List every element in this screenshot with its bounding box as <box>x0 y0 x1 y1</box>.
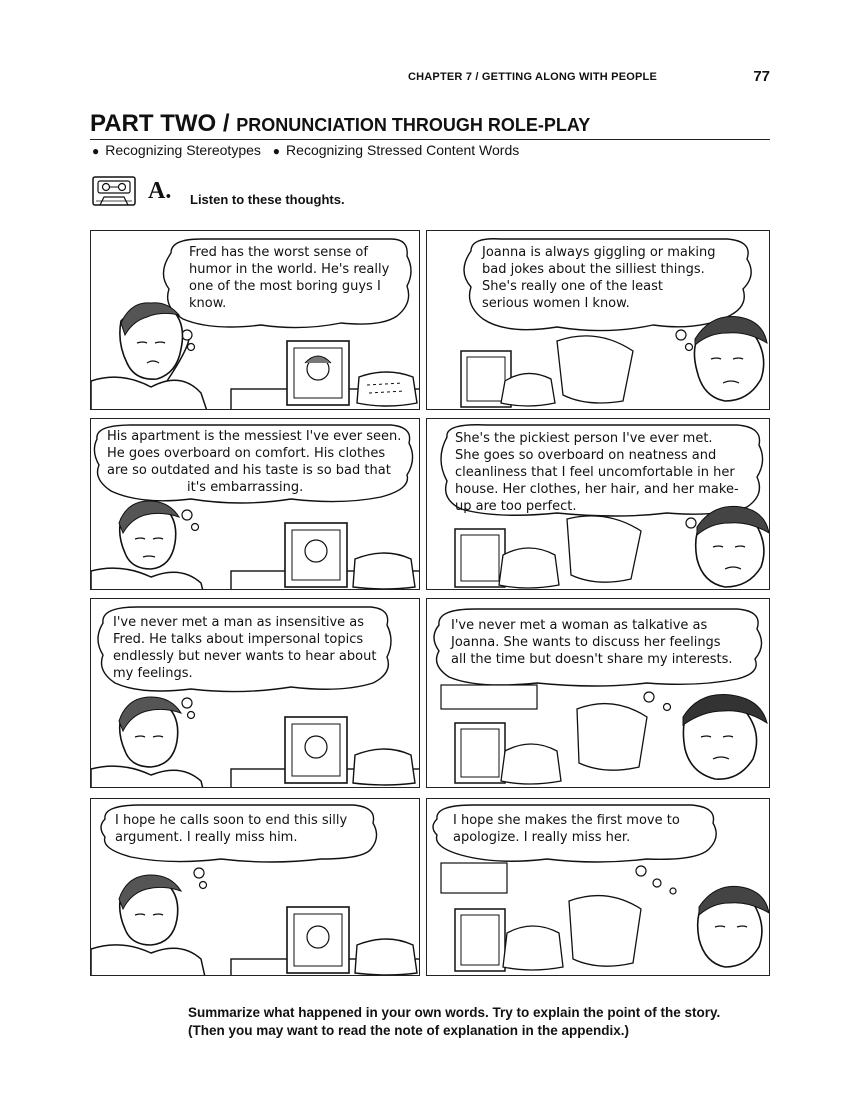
comic-panel <box>426 418 770 590</box>
comic-panel <box>426 798 770 976</box>
part-heading <box>90 110 590 138</box>
cassette-tape-icon <box>92 176 136 206</box>
skill-bullets <box>92 142 527 158</box>
thought-text: I hope he calls soon to end this silly argument. I really miss him. <box>115 813 348 845</box>
bullet-item: Recognizing Stressed Content Words <box>286 142 520 158</box>
comic-panel <box>90 598 420 788</box>
summary-instruction: Summarize what happened in your own words. Try to explain the point of the story. (Then you may want to read the note of explanation in the appendix.) <box>188 1005 721 1038</box>
running-head <box>400 68 770 88</box>
bullet-item: Recognizing Stereotypes <box>105 142 261 158</box>
bullet-dot-icon: ● <box>272 144 281 158</box>
exercise-letter: A. <box>148 178 172 204</box>
comic-panel <box>90 230 420 410</box>
comic-panel <box>90 418 420 590</box>
chapter-title: CHAPTER 7 / GETTING ALONG WITH PEOPLE <box>408 71 658 83</box>
thought-text: I've never met a man as insensitive as Fred. He talks about impersonal topics endlessly but never wants to hear about my feelings. <box>113 615 377 681</box>
thought-text: I've never met a woman as talkative as Joanna. She wants to discuss her feelings all the time but doesn't share my interests. <box>451 618 733 667</box>
page-number: 77 <box>753 68 770 85</box>
comic-panel <box>90 798 420 976</box>
bullet-dot-icon: ● <box>92 144 100 158</box>
title-rule <box>90 139 770 140</box>
comic-panel <box>426 598 770 788</box>
part-title: PART TWO / <box>90 110 237 137</box>
comic-panel <box>426 230 770 410</box>
thought-text: Fred has the worst sense of humor in the world. He's really one of the most boring guys I know. <box>189 245 390 311</box>
thought-text: His apartment is the messiest I've ever seen. He goes overboard on comfort. His clothes are so outdated and his taste is so bad that it's embarrassing. <box>107 429 402 495</box>
exercise-instruction: Listen to these thoughts. <box>190 192 345 207</box>
thought-text: She's the pickiest person I've ever met. She goes so overboard on neatness and cleanliness that I feel uncomfortable in her house. Her clothes, her hair, and her make- up are too perfect. <box>455 431 739 514</box>
thought-text: I hope she makes the first move to apologize. I really miss her. <box>453 813 680 845</box>
part-subtitle: PRONUNCIATION THROUGH ROLE-PLAY <box>236 115 591 135</box>
thought-text: Joanna is always giggling or making bad jokes about the silliest things. She's really one of the least serious women I know. <box>482 245 716 311</box>
